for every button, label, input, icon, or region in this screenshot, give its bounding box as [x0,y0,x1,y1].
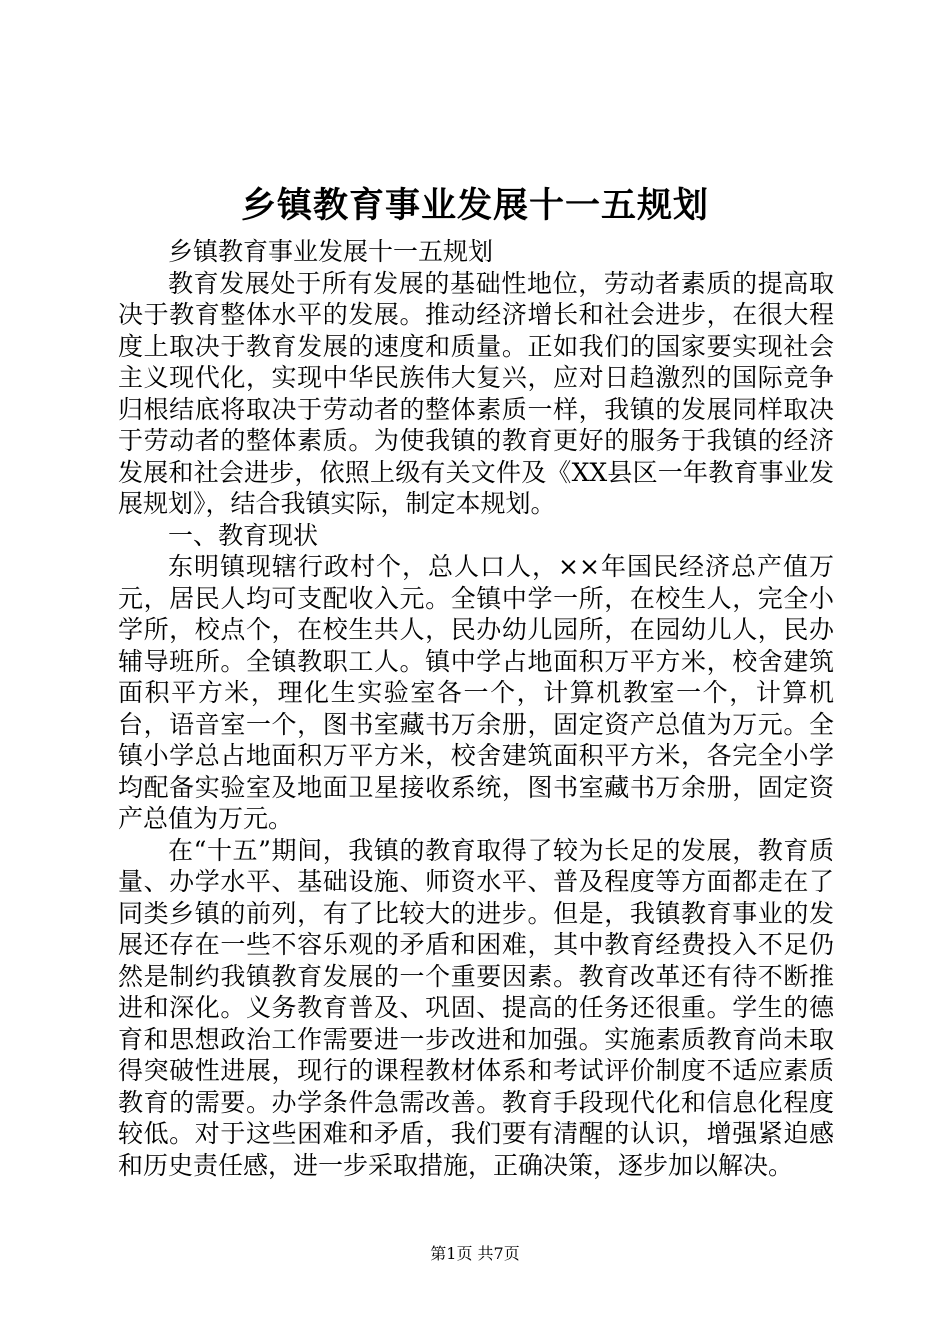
subtitle-paragraph: 乡镇教育事业发展十一五规划 [168,237,494,266]
page-number-footer: 第1页 共7页 [430,1244,520,1263]
document-body [118,236,834,1181]
status-paragraph: 东明镇现辖行政村个，总人口人，××年国民经济总产值万元，居民人均可支配收入元。全镇中学一所，在校生人，完全小学所，校点个，在校生共人，民办幼儿园所，在园幼儿人，民办辅导班所。全镇教职工人。镇中学占地面积万平方米，校舍建筑面积平方米，理化生实验室各一个，计算机教室一个，计算机台，语音室一个，图书室藏书万余册，固定资产总值为万元。全镇小学总占地面积万平方米，校舍建筑面积平方米，各完全小学均配备实验室及地面卫星接收系统，图书室藏书万余册，固定资产总值为万元。 [118,552,834,833]
document-title: 乡镇教育事业发展十一五规划 [240,185,709,226]
intro-paragraph: 教育发展处于所有发展的基础性地位，劳动者素质的提高取决于教育整体水平的发展。推动经济增长和社会进步，在很大程度上取决于教育发展的速度和质量。正如我们的国家要实现社会主义现代化，实现中华民族伟大复兴，应对日趋激烈的国际竞争归根结底将取决于劳动者的整体素质一样，我镇的发展同样取决于劳动者的整体素质。为使我镇的教育更好的服务于我镇的经济发展和社会进步，依照上级有关文件及《XX县区一年教育事业发展规划》，结合我镇实际，制定本规划。 [118,268,834,518]
section-heading: 一、教育现状 [168,520,319,550]
tenth-plan-paragraph: 在“十五”期间，我镇的教育取得了较为长足的发展，教育质量、办学水平、基础设施、师资水平、普及程度等方面都走在了同类乡镇的前列，有了比较大的进步。但是，我镇教育事业的发展还存在一些不容乐观的矛盾和困难，其中教育经费投入不足仍然是制约我镇教育发展的一个重要因素。教育改革还有待不断推进和深化。义务教育普及、巩固、提高的任务还很重。学生的德育和思想政治工作需要进一步改进和加强。实施素质教育尚未取得突破性进展，现行的课程教材体系和考试评价制度不适应素质教育的需要。办学条件急需改善。教育手段现代化和信息化程度较低。对于这些困难和矛盾，我们要有清醒的认识，增强紧迫感和历史责任感，进一步采取措施，正确决策，逐步加以解决。 [118,835,834,1180]
